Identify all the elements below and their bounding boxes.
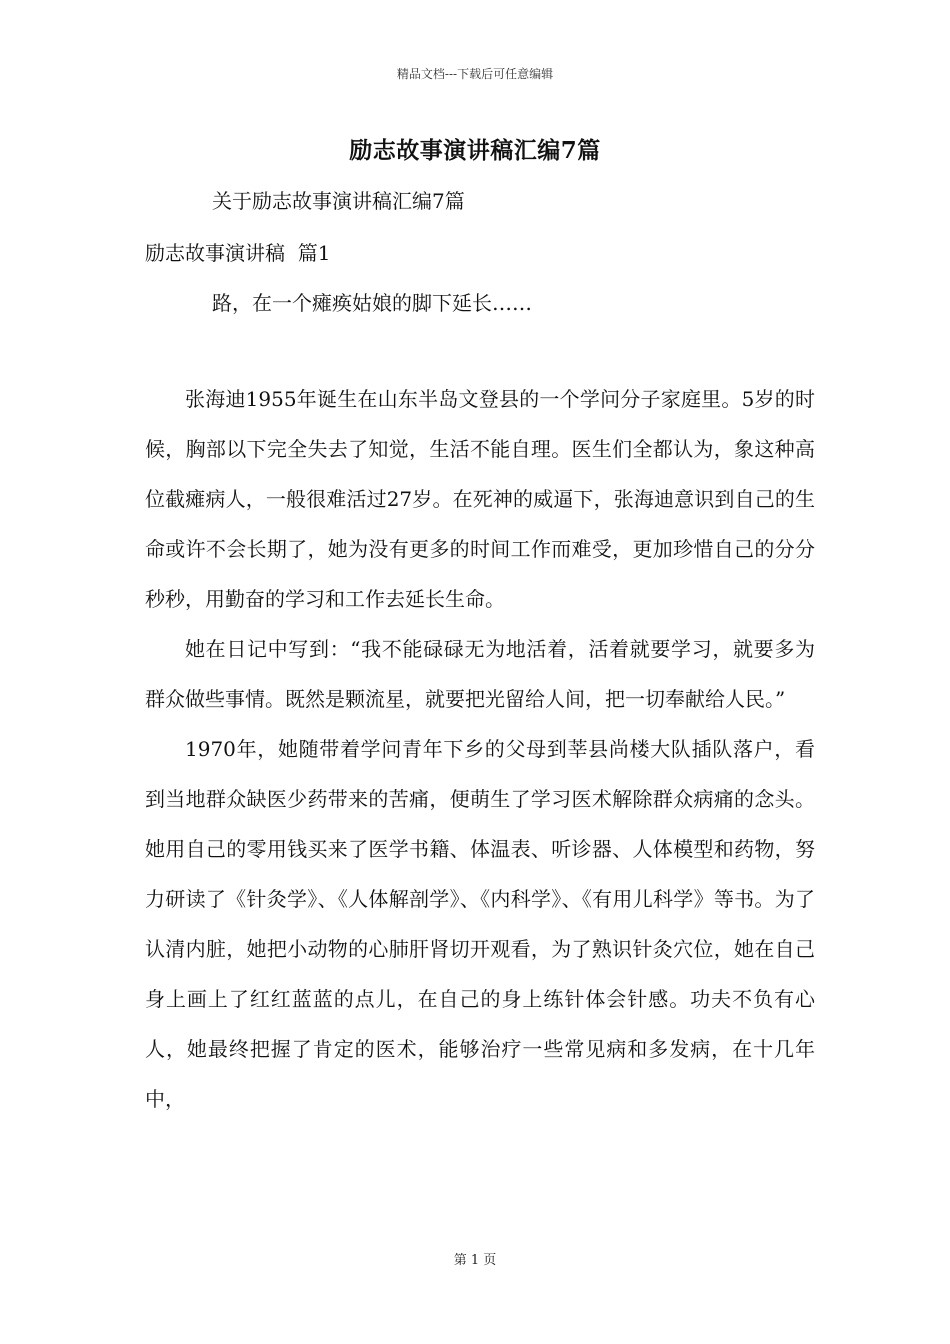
section-heading: 励志故事演讲稿 篇1 <box>145 241 331 265</box>
intro-line: 关于励志故事演讲稿汇编7篇 <box>212 189 465 213</box>
page-number: 第 1 页 <box>453 1253 497 1268</box>
body-text <box>145 374 815 1124</box>
document-title: 励志故事演讲稿汇编7篇 <box>349 137 601 164</box>
lead-line: 路，在一个瘫痪姑娘的脚下延长…… <box>212 291 532 315</box>
paragraph-2: 她在日记中写到：“我不能碌碌无为地活着，活着就要学习，就要多为群众做些事情。既然是颗流星，就要把光留给人间，把一切奉献给人民。” <box>145 637 815 711</box>
paragraph-3: 1970年，她随带着学问青年下乡的父母到莘县尚楼大队插队落户，看到当地群众缺医少药带来的苦痛，便萌生了学习医术解除群众病痛的念头。她用自己的零用钱买来了医学书籍、体温表、听诊器、人体模型和药物，努力研读了《针灸学》、《人体解剖学》、《内科学》、《有用儿科学》等书。为了认清内脏，她把小动物的心肺肝肾切开观看，为了熟识针灸穴位，她在自己身上画上了红红蓝蓝的点儿，在自己的身上练针体会针感。功夫不负有心人，她最终把握了肯定的医术，能够治疗一些常见病和多发病，在十几年中， <box>145 737 815 1111</box>
page-header: 精品文档---下载后可任意编辑 <box>396 67 554 81</box>
paragraph-1: 张海迪1955年诞生在山东半岛文登县的一个学问分子家庭里。5岁的时候，胸部以下完全失去了知觉，生活不能自理。医生们全都认为，象这种高位截瘫病人，一般很难活过27岁。在死神的威逼下，张海迪意识到自己的生命或许不会长期了，她为没有更多的时间工作而难受，更加珍惜自己的分分秒秒，用勤奋的学习和工作去延长生命。 <box>145 387 815 611</box>
